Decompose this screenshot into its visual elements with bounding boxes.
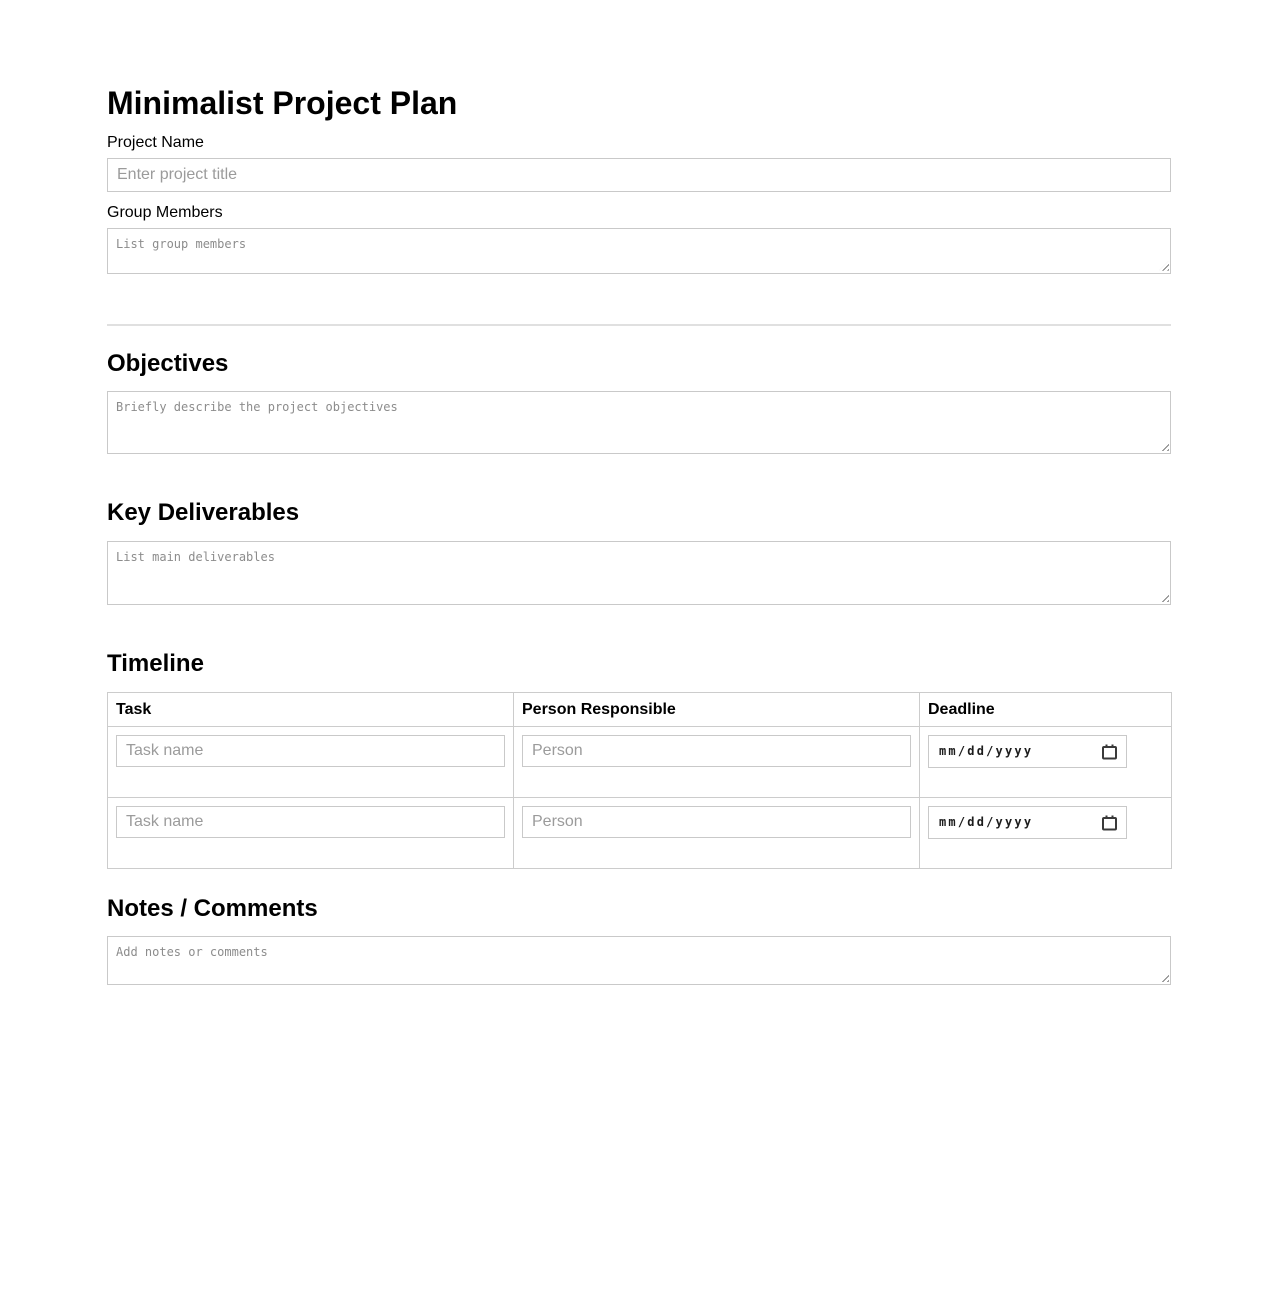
- calendar-icon[interactable]: [1101, 743, 1118, 760]
- timeline-heading: Timeline: [107, 649, 204, 677]
- project-name-label: Project Name: [107, 133, 204, 151]
- table-row: [108, 797, 1172, 868]
- timeline-table: [107, 692, 1172, 869]
- date-placeholder: mm/dd/yyyy: [939, 744, 1034, 759]
- deadline-date-input[interactable]: [928, 806, 1127, 839]
- notes-textarea[interactable]: [107, 936, 1171, 985]
- date-placeholder: mm/dd/yyyy: [939, 815, 1034, 830]
- person-column-header: Person Responsible: [514, 692, 920, 726]
- person-cell: [514, 797, 920, 868]
- task-name-input[interactable]: [116, 735, 505, 767]
- project-name-input[interactable]: [107, 158, 1171, 192]
- deadline-date-input[interactable]: [928, 735, 1127, 768]
- calendar-icon[interactable]: [1101, 814, 1118, 831]
- person-cell: [514, 726, 920, 797]
- notes-heading: Notes / Comments: [107, 894, 318, 922]
- table-header-row: [108, 692, 1172, 726]
- task-column-header: Task: [108, 692, 514, 726]
- task-cell: [108, 726, 514, 797]
- key-deliverables-field: [107, 541, 1171, 605]
- section-divider: [107, 324, 1171, 326]
- group-members-textarea[interactable]: [107, 228, 1171, 274]
- page-title: Minimalist Project Plan: [107, 85, 458, 121]
- objectives-field: [107, 391, 1171, 454]
- notes-field: [107, 936, 1171, 985]
- task-name-input[interactable]: [116, 806, 505, 838]
- group-members-field: [107, 228, 1171, 274]
- deadline-column-header: Deadline: [920, 692, 1172, 726]
- task-cell: [108, 797, 514, 868]
- objectives-textarea[interactable]: [107, 391, 1171, 454]
- group-members-label: Group Members: [107, 203, 223, 221]
- deadline-cell: [920, 726, 1172, 797]
- objectives-heading: Objectives: [107, 349, 229, 377]
- table-row: [108, 726, 1172, 797]
- person-input[interactable]: [522, 806, 911, 838]
- key-deliverables-heading: Key Deliverables: [107, 499, 300, 527]
- project-plan-form: [107, 0, 1171, 1285]
- key-deliverables-textarea[interactable]: [107, 541, 1171, 605]
- person-input[interactable]: [522, 735, 911, 767]
- deadline-cell: [920, 797, 1172, 868]
